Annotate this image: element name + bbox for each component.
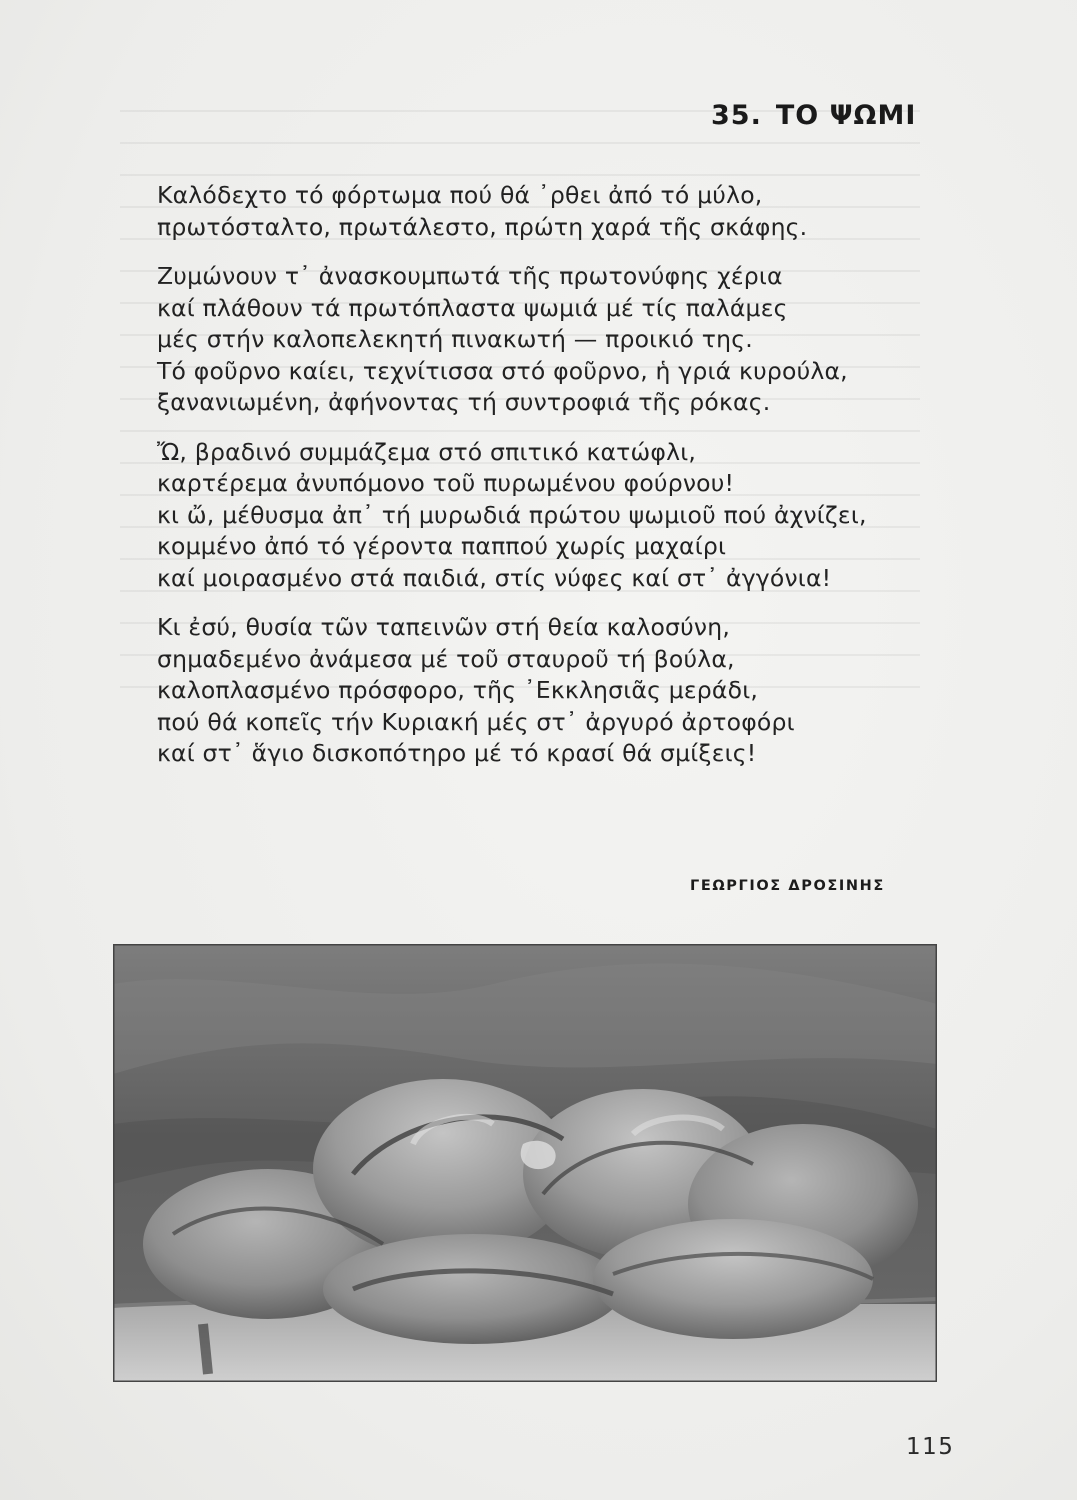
poem-line: Ζυμώνουν τ᾽ ἀνασκουμπωτά τῆς πρωτονύφης χέρια <box>157 262 783 290</box>
poem <box>157 180 947 770</box>
stanza <box>157 612 947 770</box>
poem-line: καί μοιρασμένο στά παιδιά, στίς νύφες καί στ᾽ ἀγγόνια! <box>157 563 832 592</box>
chapter-title: ΤΟ ΨΩΜΙ <box>775 100 917 131</box>
poem-line: καρτέρεμα ἀνυπόμονο τοῦ πυρωμένου φούρνου! <box>157 469 735 497</box>
bread-loaf <box>593 1219 873 1339</box>
bread-illustration <box>113 944 937 1382</box>
poem-line: σημαδεμένο ἀνάμεσα μέ τοῦ σταυροῦ τή βούλα, <box>157 644 735 673</box>
bread-loaf <box>323 1234 623 1344</box>
page-title <box>711 100 916 131</box>
poem-line: πρωτόσταλτο, πρωτάλεστο, πρώτη χαρά τῆς σκάφης. <box>157 212 808 241</box>
page-number: 115 <box>906 1434 955 1460</box>
bread-loaves-painting-icon <box>113 944 937 1382</box>
author-signature: ΓΕΩΡΓΙΟΣ ΔΡΟΣΙΝΗΣ <box>690 878 885 894</box>
poem-line: καί στ᾽ ἅγιο δισκοπότηρο μέ τό κρασί θά σμίξεις! <box>157 739 757 767</box>
poem-line: Ὤ, βραδινό συμμάζεμα στό σπιτικό κατώφλι, <box>157 437 697 466</box>
stanza <box>157 261 947 419</box>
poem-line: καλοπλασμένο πρόσφορο, τῆς ᾽Εκκλησιᾶς μεράδι, <box>157 676 759 704</box>
poem-line: ξανανιωμένη, ἀφήνοντας τή συντροφιά τῆς ρόκας. <box>157 388 771 416</box>
stanza <box>157 180 947 243</box>
poem-line: Τό φοῦρνο καίει, τεχνίτισσα στό φοῦρνο, ἡ γριά κυρούλα, <box>157 356 848 385</box>
stanza <box>157 437 947 595</box>
poem-line: Κι ἐσύ, θυσία τῶν ταπεινῶν στή θεία καλοσύνη, <box>157 613 731 641</box>
poem-line: κι ὤ, μέθυσμα ἀπ᾽ τή μυρωδιά πρώτου ψωμιοῦ πού ἀχνίζει, <box>157 500 867 529</box>
poem-line: πού θά κοπεῖς τήν Κυριακή μές στ᾽ ἀργυρό ἀρτοφόρι <box>157 707 795 736</box>
poem-line: κομμένο ἀπό τό γέροντα παππού χωρίς μαχαίρι <box>157 532 727 560</box>
poem-line: καί πλάθουν τά πρωτόπλαστα ψωμιά μέ τίς παλάμες <box>157 293 788 322</box>
chapter-number: 35. <box>711 100 762 131</box>
poem-line: Καλόδεχτο τό φόρτωμα πού θά ᾽ρθει ἀπό τό μύλο, <box>157 181 763 209</box>
poem-line: μές στήν καλοπελεκητή πινακωτή — προικιό της. <box>157 325 753 353</box>
